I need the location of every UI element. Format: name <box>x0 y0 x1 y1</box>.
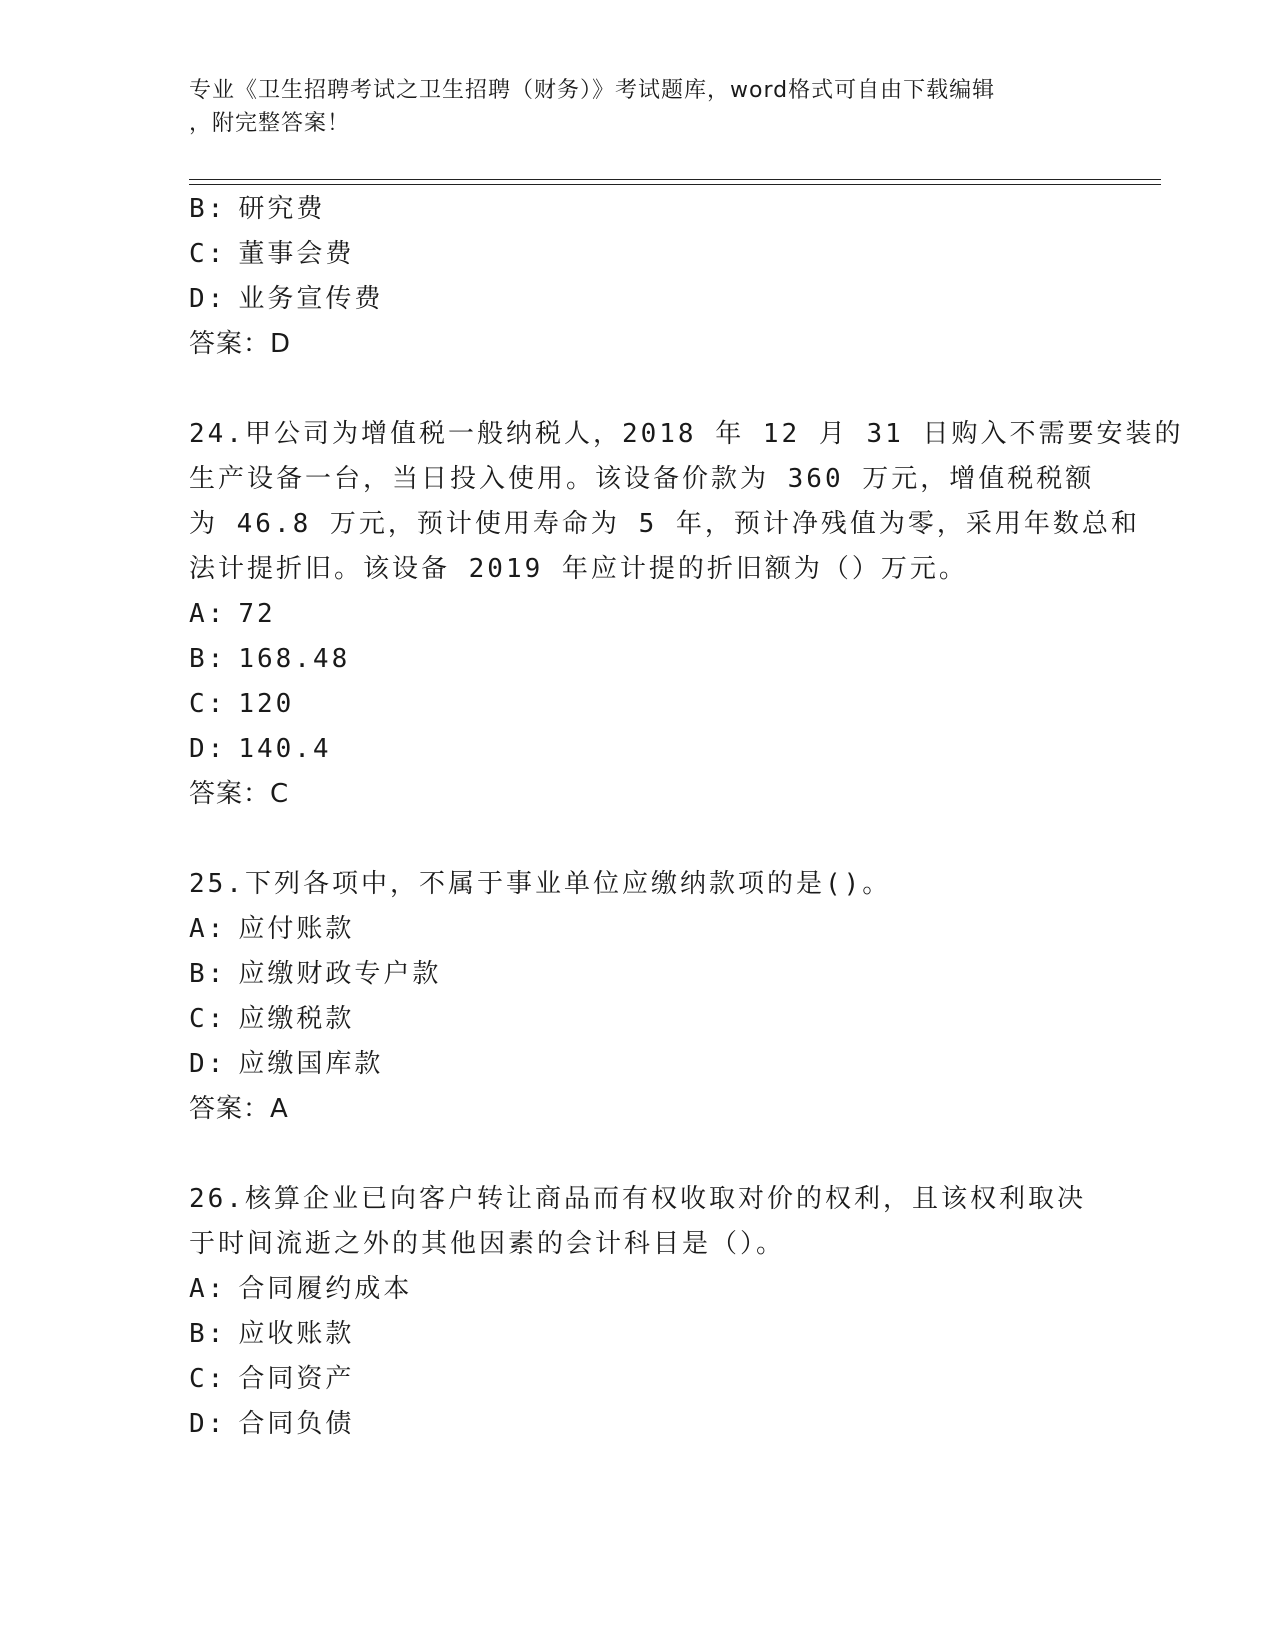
option-text: 研究费 <box>238 194 326 224</box>
option-label: B: <box>189 1319 227 1349</box>
header-line-1: 专业《卫生招聘考试之卫生招聘（财务）》考试题库，word格式可自由下载编辑 <box>189 78 996 103</box>
option-text: 应收账款 <box>238 1319 355 1349</box>
header-divider-bottom <box>189 184 1161 185</box>
option-text: 合同负债 <box>238 1409 355 1439</box>
option-label: D: <box>189 734 227 764</box>
option-text: 140.4 <box>238 734 332 764</box>
q25-option-b <box>189 957 441 991</box>
option-label: D: <box>189 284 227 314</box>
option-label: C: <box>189 1004 227 1034</box>
option-label: C: <box>189 239 227 269</box>
option-label: A: <box>189 914 227 944</box>
q24-option-a <box>189 597 276 631</box>
q24-stem-line-1: 24.甲公司为增值税一般纳税人，2018 年 12 月 31 日购入不需要安装的 <box>189 419 1184 449</box>
q23-answer: 答案：D <box>189 329 292 359</box>
option-text: 合同资产 <box>238 1364 355 1394</box>
option-label: C: <box>189 1364 227 1394</box>
option-text: 应缴国库款 <box>238 1049 384 1079</box>
header-line-2: ，附完整答案！ <box>189 111 351 136</box>
option-text: 业务宣传费 <box>238 284 384 314</box>
option-text: 应缴税款 <box>238 1004 355 1034</box>
q25-stem-line-1: 25.下列各项中，不属于事业单位应缴纳款项的是()。 <box>189 869 892 899</box>
option-label: A: <box>189 1274 227 1304</box>
q25-answer: 答案：A <box>189 1094 289 1124</box>
q23-option-d <box>189 282 383 316</box>
option-text: 应缴财政专户款 <box>238 959 442 989</box>
option-label: C: <box>189 689 227 719</box>
option-label: D: <box>189 1409 227 1439</box>
q25-option-a <box>189 912 354 946</box>
option-label: D: <box>189 1049 227 1079</box>
q25-option-d <box>189 1047 383 1081</box>
q23-option-b <box>189 192 325 226</box>
q24-option-c <box>189 687 294 721</box>
q26-stem-line-2: 于时间流逝之外的其他因素的会计科目是（）。 <box>189 1229 786 1259</box>
q24-stem-line-4: 法计提折旧。该设备 2019 年应计提的折旧额为（）万元。 <box>189 554 968 584</box>
option-text: 72 <box>238 599 276 629</box>
option-label: B: <box>189 194 227 224</box>
q24-option-b <box>189 642 350 676</box>
q26-option-b <box>189 1317 354 1351</box>
q24-answer: 答案：C <box>189 779 290 809</box>
document-header <box>189 74 1069 140</box>
q26-option-d <box>189 1407 354 1441</box>
option-label: A: <box>189 599 227 629</box>
option-label: B: <box>189 959 227 989</box>
q26-option-a <box>189 1272 412 1306</box>
q25-option-c <box>189 1002 354 1036</box>
option-text: 应付账款 <box>238 914 355 944</box>
header-divider-top <box>189 179 1161 180</box>
option-text: 合同履约成本 <box>238 1274 413 1304</box>
option-text: 董事会费 <box>238 239 355 269</box>
q24-stem-line-3: 为 46.8 万元，预计使用寿命为 5 年，预计净残值为零，采用年数总和 <box>189 509 1140 539</box>
q23-option-c <box>189 237 354 271</box>
option-label: B: <box>189 644 227 674</box>
q24-stem-line-2: 生产设备一台，当日投入使用。该设备价款为 360 万元，增值税税额 <box>189 464 1095 494</box>
q26-option-c <box>189 1362 354 1396</box>
q24-option-d <box>189 732 332 766</box>
q26-stem-line-1: 26.核算企业已向客户转让商品而有权收取对价的权利，且该权利取决 <box>189 1184 1086 1214</box>
option-text: 168.48 <box>238 644 351 674</box>
option-text: 120 <box>238 689 295 719</box>
